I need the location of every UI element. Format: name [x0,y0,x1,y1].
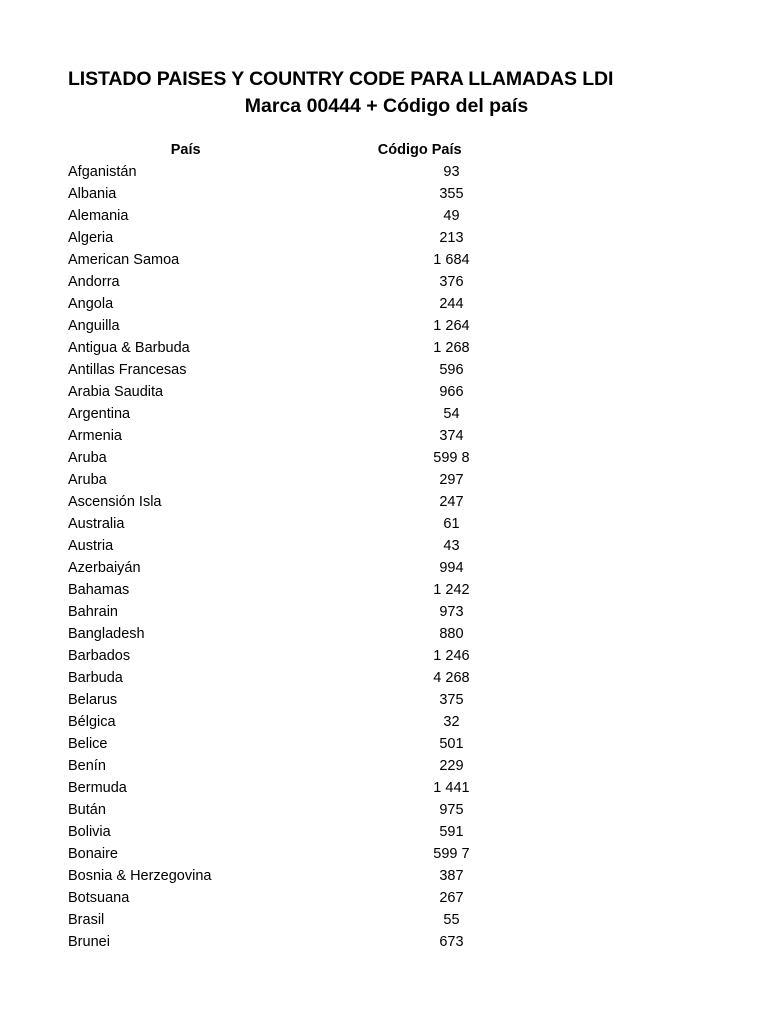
table-body [68,161,568,953]
country-code-cell: 297 [439,472,464,488]
table-row [68,403,568,425]
country-name-cell: Arabia Saudita [68,384,164,400]
country-name-cell: Bonaire [68,846,118,862]
country-code-cell: 229 [439,758,464,774]
country-code-cell: 599 8 [433,450,470,466]
document-subtitle: Marca 00444 + Código del país [244,95,529,117]
country-name-cell: Antillas Francesas [68,362,187,378]
table-row [68,711,568,733]
country-code-cell: 994 [439,560,464,576]
country-name-cell: Andorra [68,274,120,290]
table-row [68,777,568,799]
country-code-cell: 213 [439,230,464,246]
country-name-cell: Belice [68,736,108,752]
country-code-cell: 54 [443,406,460,422]
country-code-cell: 1 441 [433,780,470,796]
table-row [68,821,568,843]
table-row [68,733,568,755]
country-code-cell: 43 [443,538,460,554]
table-row [68,799,568,821]
country-name-cell: Brasil [68,912,105,928]
table-row [68,271,568,293]
country-code-cell: 267 [439,890,464,906]
table-row [68,425,568,447]
table-row [68,689,568,711]
country-name-cell: Bután [68,802,106,818]
country-name-cell: Barbados [68,648,131,664]
country-code-cell: 1 684 [433,252,470,268]
country-name-cell: Brunei [68,934,110,950]
table-row [68,249,568,271]
table-row [68,359,568,381]
country-code-cell: 975 [439,802,464,818]
table-row [68,579,568,601]
country-code-table [68,139,568,953]
country-code-cell: 1 242 [433,582,470,598]
country-code-cell: 244 [439,296,464,312]
table-row [68,491,568,513]
country-name-cell: Aruba [68,472,107,488]
country-code-cell: 1 246 [433,648,470,664]
table-row [68,557,568,579]
country-code-cell: 93 [443,164,460,180]
document-title: LISTADO PAISES Y COUNTRY CODE PARA LLAMADAS LDI [68,68,614,90]
country-name-cell: Algeria [68,230,114,246]
table-row [68,293,568,315]
table-row [68,865,568,887]
table-row [68,315,568,337]
country-name-cell: Aruba [68,450,107,466]
country-code-cell: 49 [443,208,460,224]
table-row [68,381,568,403]
country-code-cell: 247 [439,494,464,510]
table-row [68,447,568,469]
country-name-cell: Argentina [68,406,131,422]
country-name-cell: Armenia [68,428,122,444]
table-row [68,755,568,777]
table-row [68,161,568,183]
table-row [68,337,568,359]
table-row [68,227,568,249]
country-name-cell: Bangladesh [68,626,145,642]
country-name-cell: Botsuana [68,890,130,906]
country-code-cell: 596 [439,362,464,378]
country-code-cell: 673 [439,934,464,950]
country-name-cell: Barbuda [68,670,123,686]
country-name-cell: Bolivia [68,824,111,840]
table-row [68,623,568,645]
country-name-cell: Australia [68,516,125,532]
country-code-cell: 61 [443,516,460,532]
country-code-cell: 374 [439,428,464,444]
country-name-cell: Ascensión Isla [68,494,162,510]
table-row [68,667,568,689]
country-code-cell: 375 [439,692,464,708]
country-name-cell: Afganistán [68,164,137,180]
country-name-cell: American Samoa [68,252,180,268]
country-code-cell: 1 268 [433,340,470,356]
table-row [68,887,568,909]
country-code-cell: 376 [439,274,464,290]
country-code-cell: 55 [443,912,460,928]
country-name-cell: Bosnia & Herzegovina [68,868,212,884]
country-name-cell: Bélgica [68,714,116,730]
header-code: Código País [377,142,462,158]
country-code-cell: 4 268 [433,670,470,686]
country-code-cell: 355 [439,186,464,202]
country-code-cell: 599 7 [433,846,470,862]
country-code-cell: 966 [439,384,464,400]
country-code-cell: 32 [443,714,460,730]
country-name-cell: Anguilla [68,318,120,334]
table-row [68,931,568,953]
country-name-cell: Benín [68,758,106,774]
country-name-cell: Bahamas [68,582,130,598]
country-code-cell: 501 [439,736,464,752]
table-row [68,601,568,623]
country-name-cell: Alemania [68,208,129,224]
country-code-cell: 1 264 [433,318,470,334]
country-name-cell: Belarus [68,692,118,708]
table-row [68,645,568,667]
country-code-cell: 387 [439,868,464,884]
country-name-cell: Bahrain [68,604,118,620]
country-name-cell: Bermuda [68,780,127,796]
table-header-row [68,139,568,161]
country-code-cell: 973 [439,604,464,620]
table-row [68,205,568,227]
country-name-cell: Austria [68,538,114,554]
header-country: País [170,142,201,158]
table-row [68,909,568,931]
country-code-cell: 880 [439,626,464,642]
table-row [68,513,568,535]
country-name-cell: Angola [68,296,114,312]
country-name-cell: Albania [68,186,117,202]
table-row [68,183,568,205]
country-code-cell: 591 [439,824,464,840]
country-name-cell: Antigua & Barbuda [68,340,190,356]
country-name-cell: Azerbaiyán [68,560,141,576]
table-row [68,535,568,557]
table-row [68,469,568,491]
table-row [68,843,568,865]
